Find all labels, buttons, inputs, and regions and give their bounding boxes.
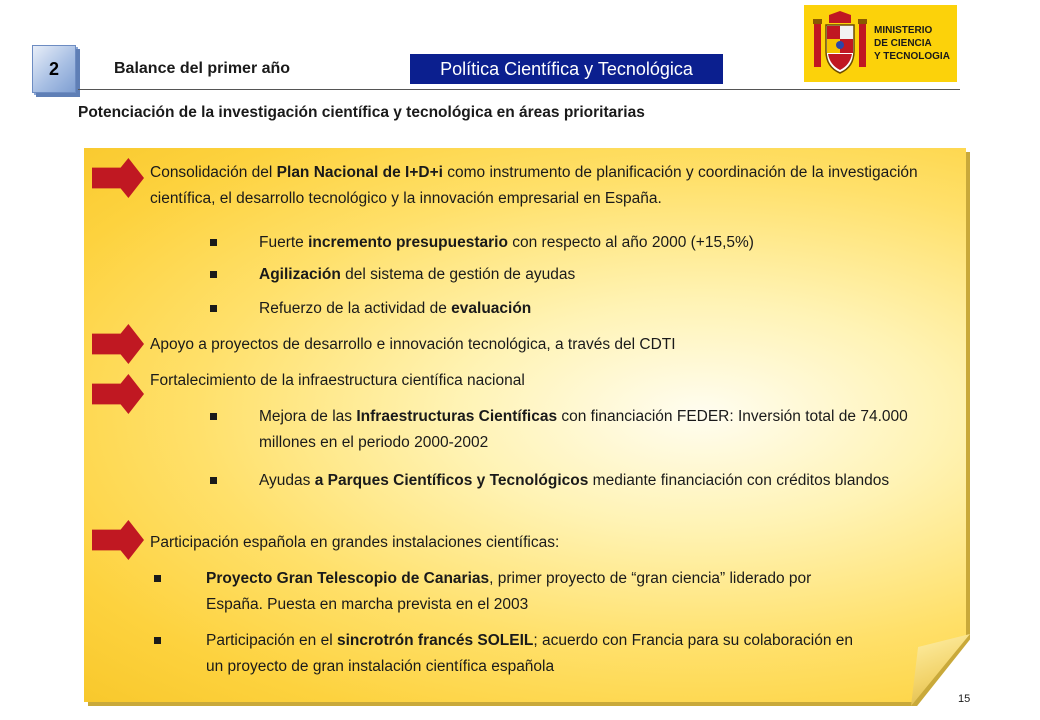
ministry-logo [804,5,957,82]
paragraph-plan-nacional: Consolidación del Plan Nacional de I+D+i como instrumento de planificación y coordinación de la investigación científica, el desarrollo tecnológico y la innovación empresarial en España. [150,164,918,207]
bullet-soleil: Participación en el sincrotrón francés SOLEIL; acuerdo con Francia para su colaboración en un proyecto de gran instalación científica española [154,628,874,680]
topic-label: Política Científica y Tecnológica [440,58,693,79]
bullet-incremento: Fuerte incremento presupuestario con respecto al año 2000 (+15,5%) [210,230,910,256]
bullet-icon [154,575,161,582]
bullet-telescopio: Proyecto Gran Telescopio de Canarias, primer proyecto de “gran ciencia” liderado por España. Puesta en marcha prevista en el 2003 [154,566,854,618]
section-number: 2 [48,58,59,79]
logo-line-3: Y TECNOLOGIA [874,51,950,62]
coat-of-arms-icon [812,11,868,77]
section-title: Balance del primer año [114,60,291,77]
header-divider [78,89,960,90]
bullet-evaluacion: Refuerzo de la actividad de evaluación [210,296,910,322]
bullet-icon [210,413,217,420]
bullet-infraestructuras: Mejora de las Infraestructuras Científicas con financiación FEDER: Inversión total de 74.000 millones en el periodo 2000-2002 [210,404,930,456]
bullet-icon [210,305,217,312]
topic-banner [410,54,723,84]
bullet-parques: Ayudas a Parques Científicos y Tecnológicos mediante financiación con créditos blandos [210,468,890,494]
section-number-badge [32,45,76,93]
paragraph-cdti: Apoyo a proyectos de desarrollo e innovación tecnológica, a través del CDTI [150,336,676,353]
logo-line-2: DE CIENCIA [874,38,932,49]
paragraph-infraestructura: Fortalecimiento de la infraestructura científica nacional [150,372,525,389]
paragraph-instalaciones: Participación española en grandes instalaciones científicas: [150,534,560,551]
bullet-icon [210,239,217,246]
bullet-icon [154,637,161,644]
page-number: 15 [958,693,971,705]
bullet-agilizacion: Agilización del sistema de gestión de ayudas [210,262,910,288]
bullet-icon [210,477,217,484]
page-subtitle: Potenciación de la investigación científica y tecnológica en áreas prioritarias [78,104,645,121]
bullet-icon [210,271,217,278]
logo-line-1: MINISTERIO [874,25,933,36]
